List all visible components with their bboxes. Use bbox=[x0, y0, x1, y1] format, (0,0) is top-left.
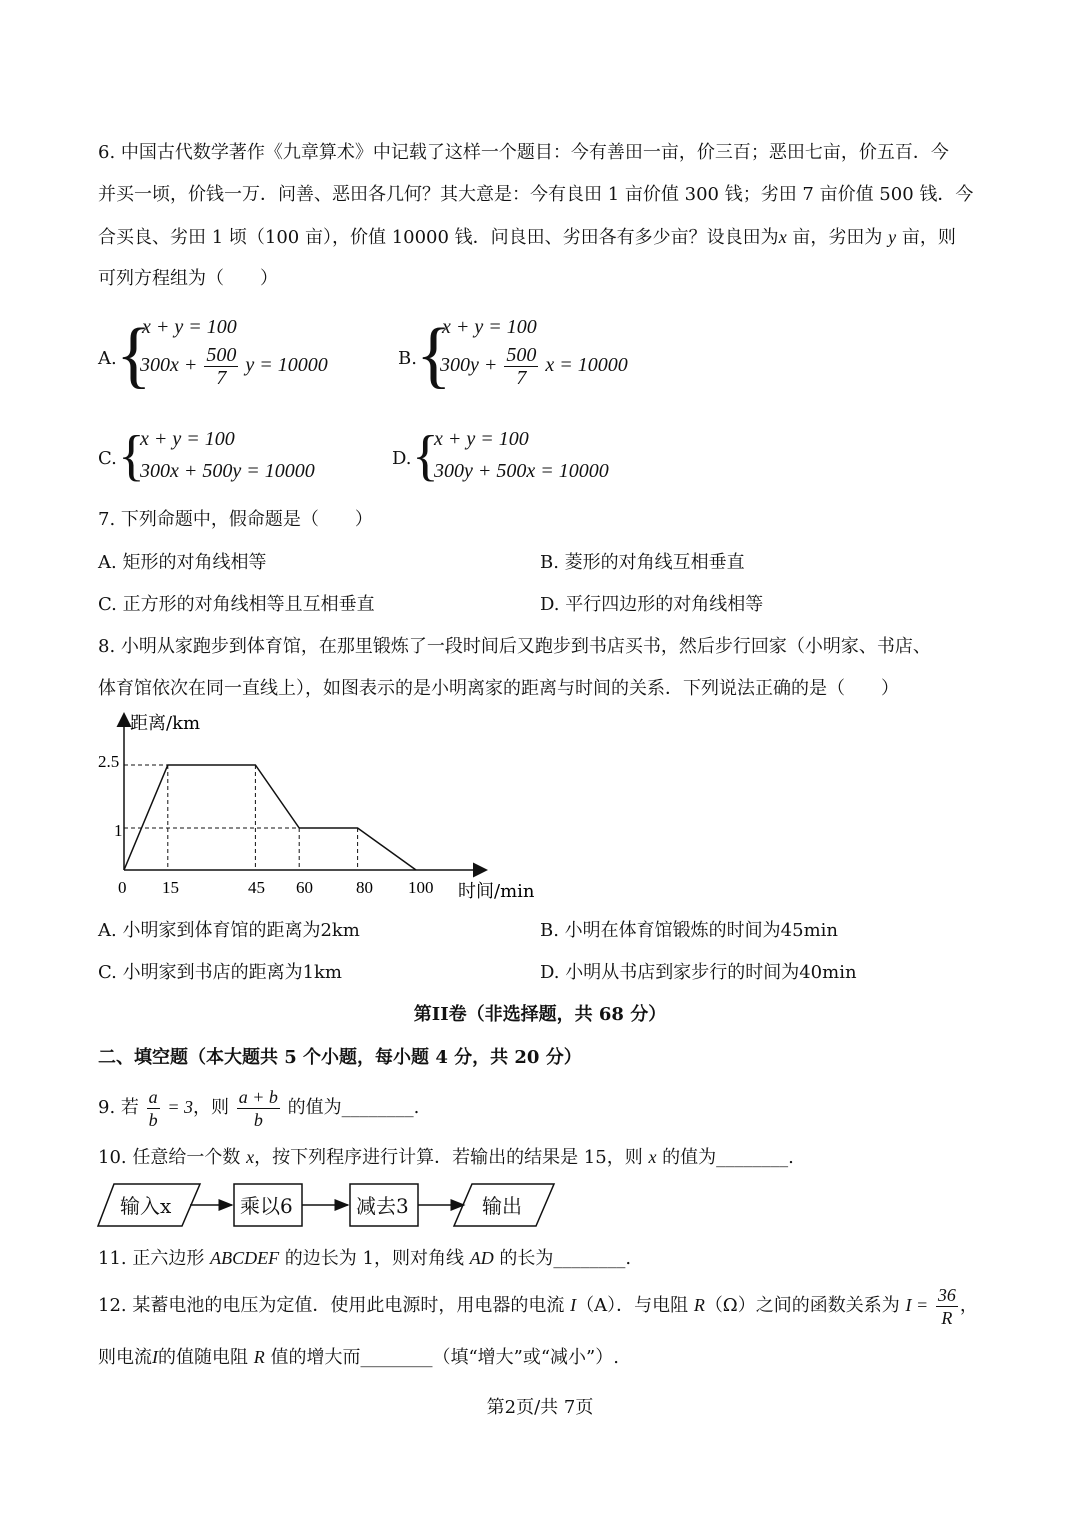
flow-input-label: 输入x bbox=[120, 1194, 172, 1218]
q7-option-c: C. 正方形的对角线相等且互相垂直 bbox=[98, 594, 375, 615]
flow-subtract-label: 减去3 bbox=[356, 1194, 409, 1218]
q8-option-a: A. 小明家到体育馆的距离为2km bbox=[98, 920, 360, 941]
q6-option-a-eq1: x + y = 100 bbox=[142, 316, 237, 338]
q6-line-3: 合买良、劣田 1 顷（100 亩），价值 10000 钱．问良田、劣田各有多少亩？设良田为x 亩，劣田为 y 亩，则 bbox=[98, 227, 956, 248]
q6-option-b-eq2: 300y + $\frac{500}{7}$ x = 10000 bbox=[440, 344, 628, 389]
q12-line-1: 12. 某蓄电池的电压为定值．使用此电源时，用电器的电流 I（A）．与电阻 R（Ω）之间的函数关系为 I = $\frac{36}{R}$ ， bbox=[98, 1284, 978, 1328]
section-subtitle: 二、填空题（本大题共 5 个小题，每小题 4 分，共 20 分） bbox=[98, 1047, 582, 1068]
q6-option-a-eq2: 300x + $\frac{500}{7}$ y = 10000 bbox=[140, 344, 328, 389]
section-title: 第II卷（非选择题，共 68 分） bbox=[413, 1004, 667, 1025]
y-tick-label-2-5: 2.5 bbox=[98, 752, 120, 771]
flow-multiply-label: 乘以6 bbox=[240, 1194, 293, 1218]
distance-time-graph bbox=[90, 705, 550, 910]
q6-line-1: 6. 中国古代数学著作《九章算术》中记载了这样一个题目：今有善田一亩，价三百；恶田七亩，价五百．今 bbox=[98, 142, 949, 163]
dashed-guides bbox=[124, 765, 358, 870]
x-axis-label: 时间/min bbox=[458, 881, 535, 902]
q7-option-b: B. 菱形的对角线互相垂直 bbox=[540, 552, 745, 573]
q9-fraction-a-plus-b-over-b: $\frac{a + b}{b}$ bbox=[238, 1086, 278, 1130]
q11: 11. 正六边形 ABCDEF 的边长为 1，则对角线 AD 的长为________. bbox=[98, 1248, 632, 1269]
q8-line-2: 体育馆依次在同一直线上），如图表示的是小明离家的距离与时间的关系．下列说法正确的是（ ） bbox=[98, 678, 899, 699]
q6-option-c-eq1: x + y = 100 bbox=[140, 428, 235, 450]
x-tick-label-0: 0 bbox=[118, 878, 127, 897]
q7-option-a: A. 矩形的对角线相等 bbox=[98, 552, 267, 573]
q7-stem: 7. 下列命题中，假命题是（ ） bbox=[98, 509, 373, 530]
q6-option-a-label: A. bbox=[98, 348, 117, 369]
q6-option-c-eq2: 300x + 500y = 10000 bbox=[140, 460, 315, 482]
q12-line-2: 则电流I的值随电阻 R 值的增大而________（填“增大”或“减小”）. bbox=[98, 1347, 619, 1368]
x-tick-label-100: 100 bbox=[408, 878, 434, 897]
q6-option-a-fraction: $\frac{500}{7}$ bbox=[206, 344, 237, 389]
flow-output-label: 输出 bbox=[482, 1194, 522, 1218]
q6-option-b-fraction: $\frac{500}{7}$ bbox=[506, 344, 537, 389]
q6-option-c-brace: { bbox=[118, 425, 145, 487]
q9: 9. 若 $\frac{a}{b}$ = 3，则 $\frac{a + b}{b}$ 的值为________. bbox=[98, 1086, 420, 1130]
y-axis-label: 距离/km bbox=[130, 713, 201, 734]
x-tick-label-15: 15 bbox=[162, 878, 179, 897]
q6-option-b-eq1: x + y = 100 bbox=[442, 316, 537, 338]
x-tick-label-60: 60 bbox=[296, 878, 313, 897]
x-tick-label-80: 80 bbox=[356, 878, 373, 897]
q8-option-d: D. 小明从书店到家步行的时间为40min bbox=[540, 962, 857, 983]
q6-option-d-label: D. bbox=[392, 448, 412, 469]
q9-fraction-a-over-b: $\frac{a}{b}$ bbox=[148, 1086, 158, 1130]
q6-line-2: 并买一顷，价钱一万．问善、恶田各几何？其大意是：今有良田 1 亩价值 300 钱；劣田 7 亩价值 500 钱．今 bbox=[98, 184, 974, 205]
q6-option-d-eq2: 300y + 500x = 10000 bbox=[434, 460, 609, 482]
page-footer: 第2页/共 7页 bbox=[486, 1397, 594, 1418]
q6-option-d-eq1: x + y = 100 bbox=[434, 428, 529, 450]
x-tick-label-45: 45 bbox=[248, 878, 265, 897]
q6-option-d-brace: { bbox=[412, 425, 439, 487]
q6-option-a-brace: { bbox=[116, 314, 152, 396]
q6-option-b-label: B. bbox=[398, 348, 417, 369]
q7-option-d: D. 平行四边形的对角线相等 bbox=[540, 594, 764, 615]
q8-option-b: B. 小明在体育馆锻炼的时间为45min bbox=[540, 920, 838, 941]
q6-option-b-brace: { bbox=[416, 314, 452, 396]
q6-line-4: 可列方程组为（ ） bbox=[98, 268, 278, 289]
q6-option-c-label: C. bbox=[98, 448, 117, 469]
q8-option-c: C. 小明家到书店的距离为1km bbox=[98, 962, 343, 983]
y-tick-label-1: 1 bbox=[114, 821, 123, 840]
q12-fraction-36-over-r: $\frac{36}{R}$ bbox=[937, 1284, 956, 1328]
q10-stem: 10. 任意给一个数 x，按下列程序进行计算．若输出的结果是 15，则 x 的值为________. bbox=[98, 1147, 794, 1168]
q8-line-1: 8. 小明从家跑步到体育馆，在那里锻炼了一段时间后又跑步到书店买书，然后步行回家（小明家、书店、 bbox=[98, 636, 931, 657]
